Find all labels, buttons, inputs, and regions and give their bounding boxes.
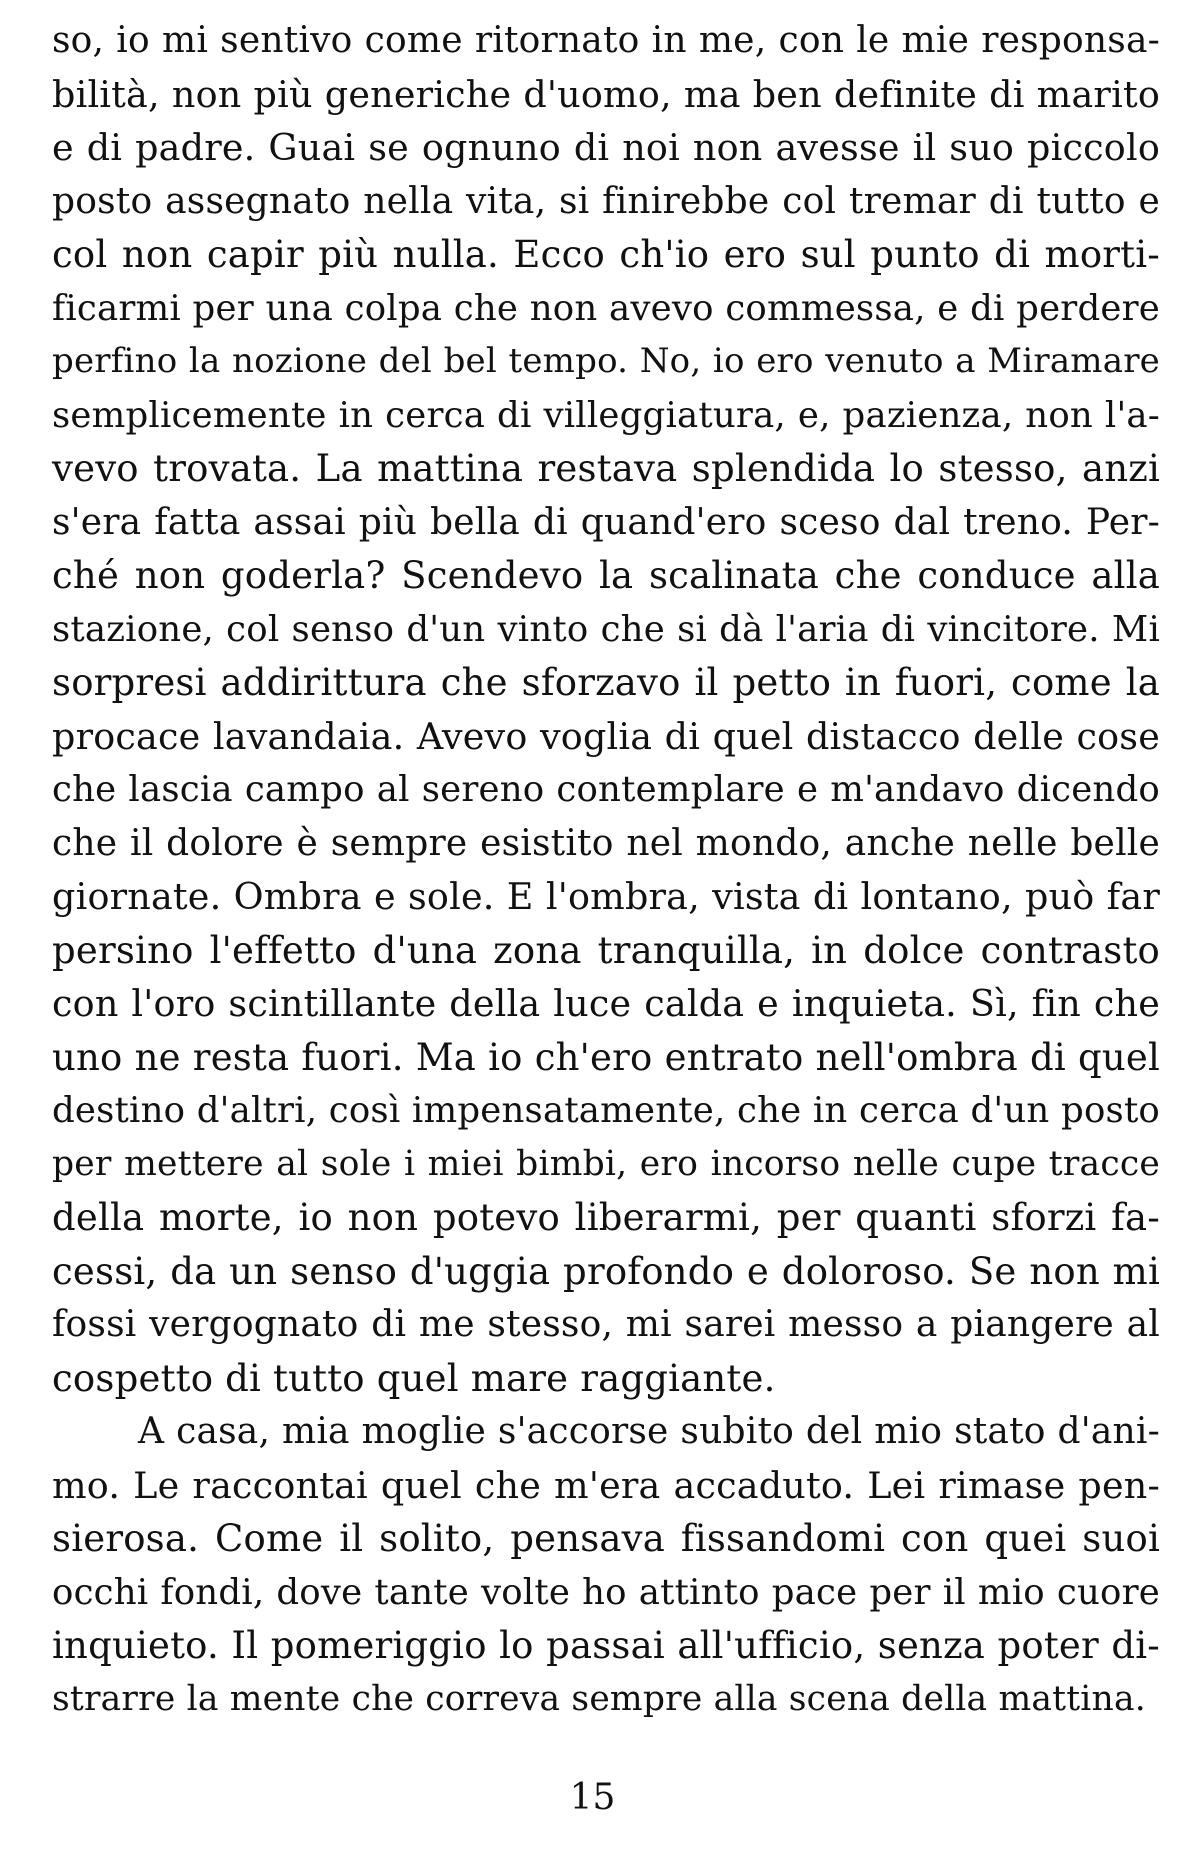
text-line: so, io mi sentivo come ritornato in me, con le mie responsa-: [52, 20, 1160, 61]
text-line: persino l'effetto d'una zona tranquilla, in dolce contrasto: [52, 928, 1160, 972]
paragraph: [52, 14, 1160, 1405]
text-line: strarre la mente che correva sempre alla scena della mattina.: [52, 1678, 1146, 1719]
text-line: fossi vergognato di me stesso, mi sarei messo a piangere al: [52, 1304, 1160, 1345]
text-line: destino d'altri, così impensatamente, che in cerca d'un posto: [52, 1090, 1160, 1131]
text-line: semplicemente in cerca di villeggiatura, e, pazienza, non l'a-: [52, 394, 1160, 436]
text-line: inquieto. Il pomeriggio lo passai all'ufficio, senza poter di-: [52, 1624, 1160, 1667]
page-number: 15: [569, 1777, 616, 1818]
text-line: col non capir più nulla. Ecco ch'io ero sul punto di morti-: [52, 233, 1160, 276]
text-line: vevo trovata. La mattina restava splendida lo stesso, anzi: [52, 447, 1160, 490]
text-line: mo. Le raccontai quel che m'era accaduto. Lei rimase pen-: [52, 1463, 1160, 1507]
text-line: procace lavandaia. Avevo voglia di quel distacco delle cose: [52, 714, 1160, 758]
text-line: posto assegnato nella vita, si finirebbe col tremar di tutto e: [52, 180, 1160, 222]
text-line: giornate. Ombra e sole. E l'ombra, vista di lontano, può far: [52, 875, 1160, 918]
text-line: sorpresi addirittura che sforzavo il petto in fuori, come la: [52, 661, 1160, 704]
text-line: s'era fatta assai più bella di quand'ero sceso dal treno. Per-: [52, 501, 1160, 543]
text-line: ficarmi per una colpa che non avevo commessa, e di perdere: [52, 287, 1160, 329]
text-line: che lascia campo al sereno contemplare e m'andavo dicendo: [52, 769, 1160, 810]
text-line: cessi, da un senso d'uggia profondo e doloroso. Se non mi: [52, 1249, 1160, 1293]
text-line: della morte, io non potevo liberarmi, per quanti sforzi fa-: [52, 1196, 1160, 1239]
text-line: con l'oro scintillante della luce calda e inquieta. Sì, fin che: [52, 982, 1160, 1025]
text-line: uno ne resta fuori. Ma io ch'ero entrato nell'ombra di quel: [52, 1035, 1160, 1079]
text-line: sierosa. Come il solito, pensava fissandomi con quei suoi: [52, 1517, 1160, 1560]
text-line: che il dolore è sempre esistito nel mondo, anche nelle belle: [52, 822, 1160, 864]
body-text: [52, 14, 1160, 1726]
text-line: per mettere al sole i miei bimbi, ero incorso nelle cupe tracce: [52, 1143, 1160, 1184]
text-line: e di padre. Guai se ognuno di noi non avesse il suo piccolo: [52, 126, 1160, 169]
text-line: occhi fondi, dove tante volte ho attinto pace per il mio cuore: [52, 1571, 1160, 1613]
text-line: cospetto di tutto quel mare raggiante.: [52, 1356, 776, 1400]
text-line: A casa, mia moglie s'accorse subito del mio stato d'ani-: [138, 1411, 1160, 1452]
paragraph: [52, 1405, 1160, 1726]
text-line: ché non goderla? Scendevo la scalinata che conduce alla: [52, 554, 1160, 597]
text-line: perfino la nozione del bel tempo. No, io ero venuto a Miramare: [52, 341, 1160, 381]
text-line: stazione, col senso d'un vinto che si dà l'aria di vincitore. Mi: [52, 608, 1160, 650]
text-line: bilità, non più generiche d'uomo, ma ben definite di marito: [52, 72, 1160, 116]
